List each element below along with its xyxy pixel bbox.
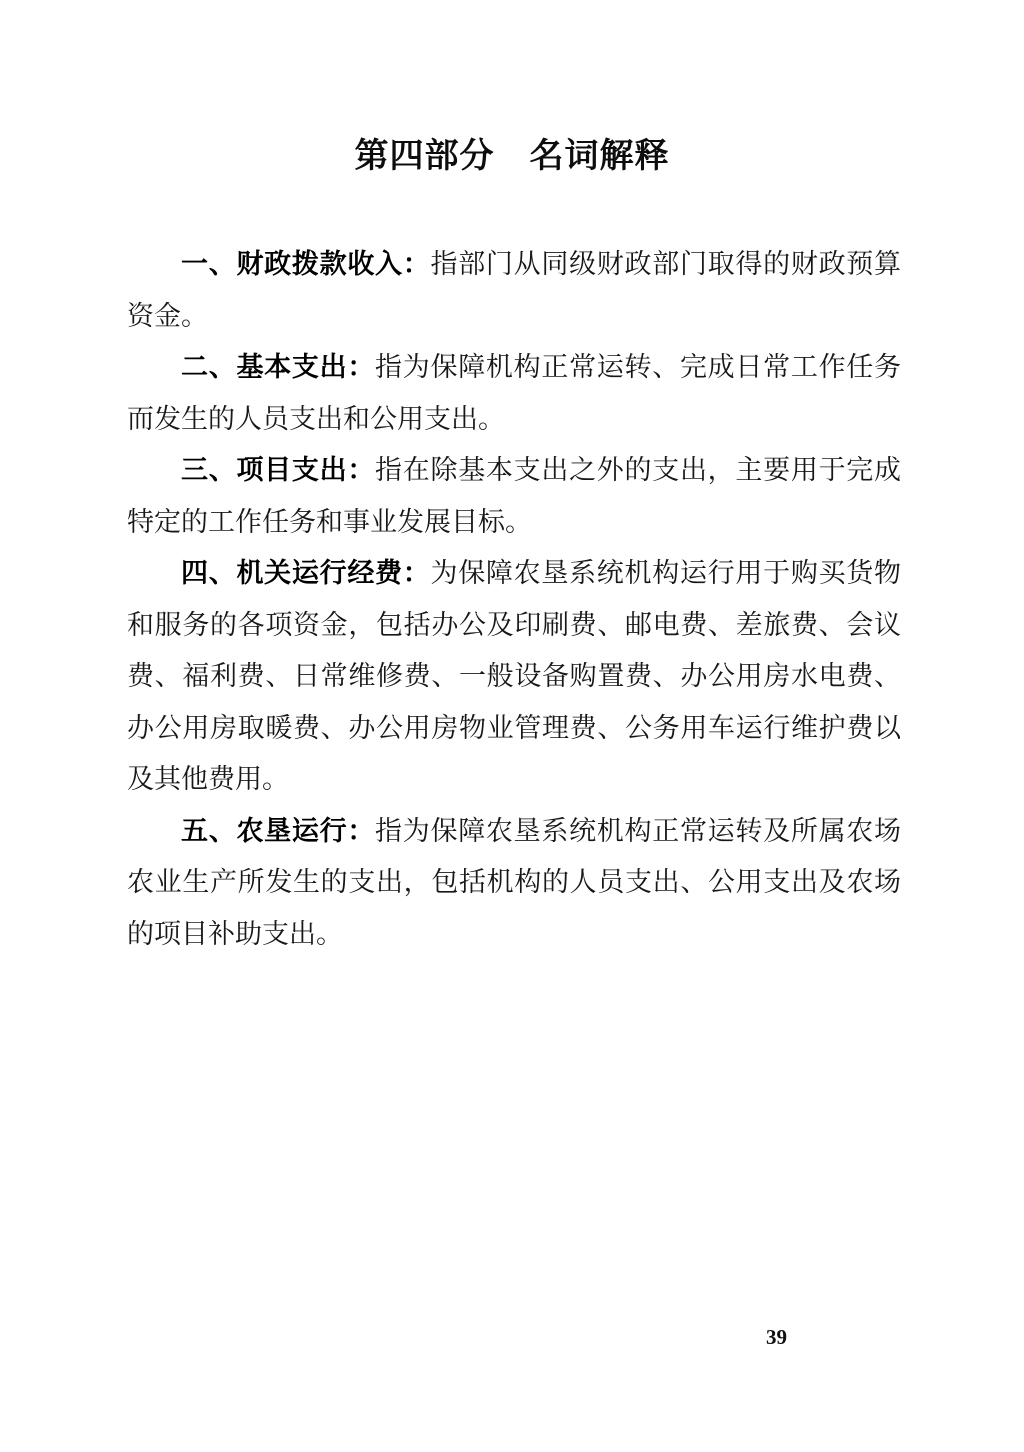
definition-text: 为保障农垦系统机构运行用于购买货物和服务的各项资金，包括办公及印刷费、邮电费、差旅费、会议费、福利费、日常维修费、一般设备购置费、办公用房水电费、办公用房取暖费、办公用房物业管理费、公务用车运行维护费以及其他费用。 [127,558,902,794]
definition-paragraph [127,806,901,961]
definition-paragraph [127,548,901,806]
definition-text: 指在除基本支出之外的支出，主要用于完成特定的工作任务和事业发展目标。 [127,455,902,537]
term-label: 一、财政拨款收入： [181,249,431,279]
definition-paragraph [127,342,901,445]
definition-text: 指为保障机构正常运转、完成日常工作任务而发生的人员支出和公用支出。 [127,352,902,434]
definition-text: 指为保障农垦系统机构正常运转及所属农场农业生产所发生的支出，包括机构的人员支出、公用支出及农场的项目补助支出。 [127,815,902,949]
definition-paragraph [127,239,901,342]
term-label: 三、项目支出： [181,455,376,485]
term-label: 五、农垦运行： [181,815,376,846]
term-label: 二、基本支出： [181,352,376,382]
definitions-section [127,239,901,960]
section-title: 第四部分 名词解释 [354,137,670,175]
definition-text: 指部门从同级财政部门取得的财政预算资金。 [127,249,902,331]
term-label: 四、机关运行经费： [181,558,431,588]
page-number: 39 [766,1325,787,1349]
definition-paragraph [127,445,901,548]
